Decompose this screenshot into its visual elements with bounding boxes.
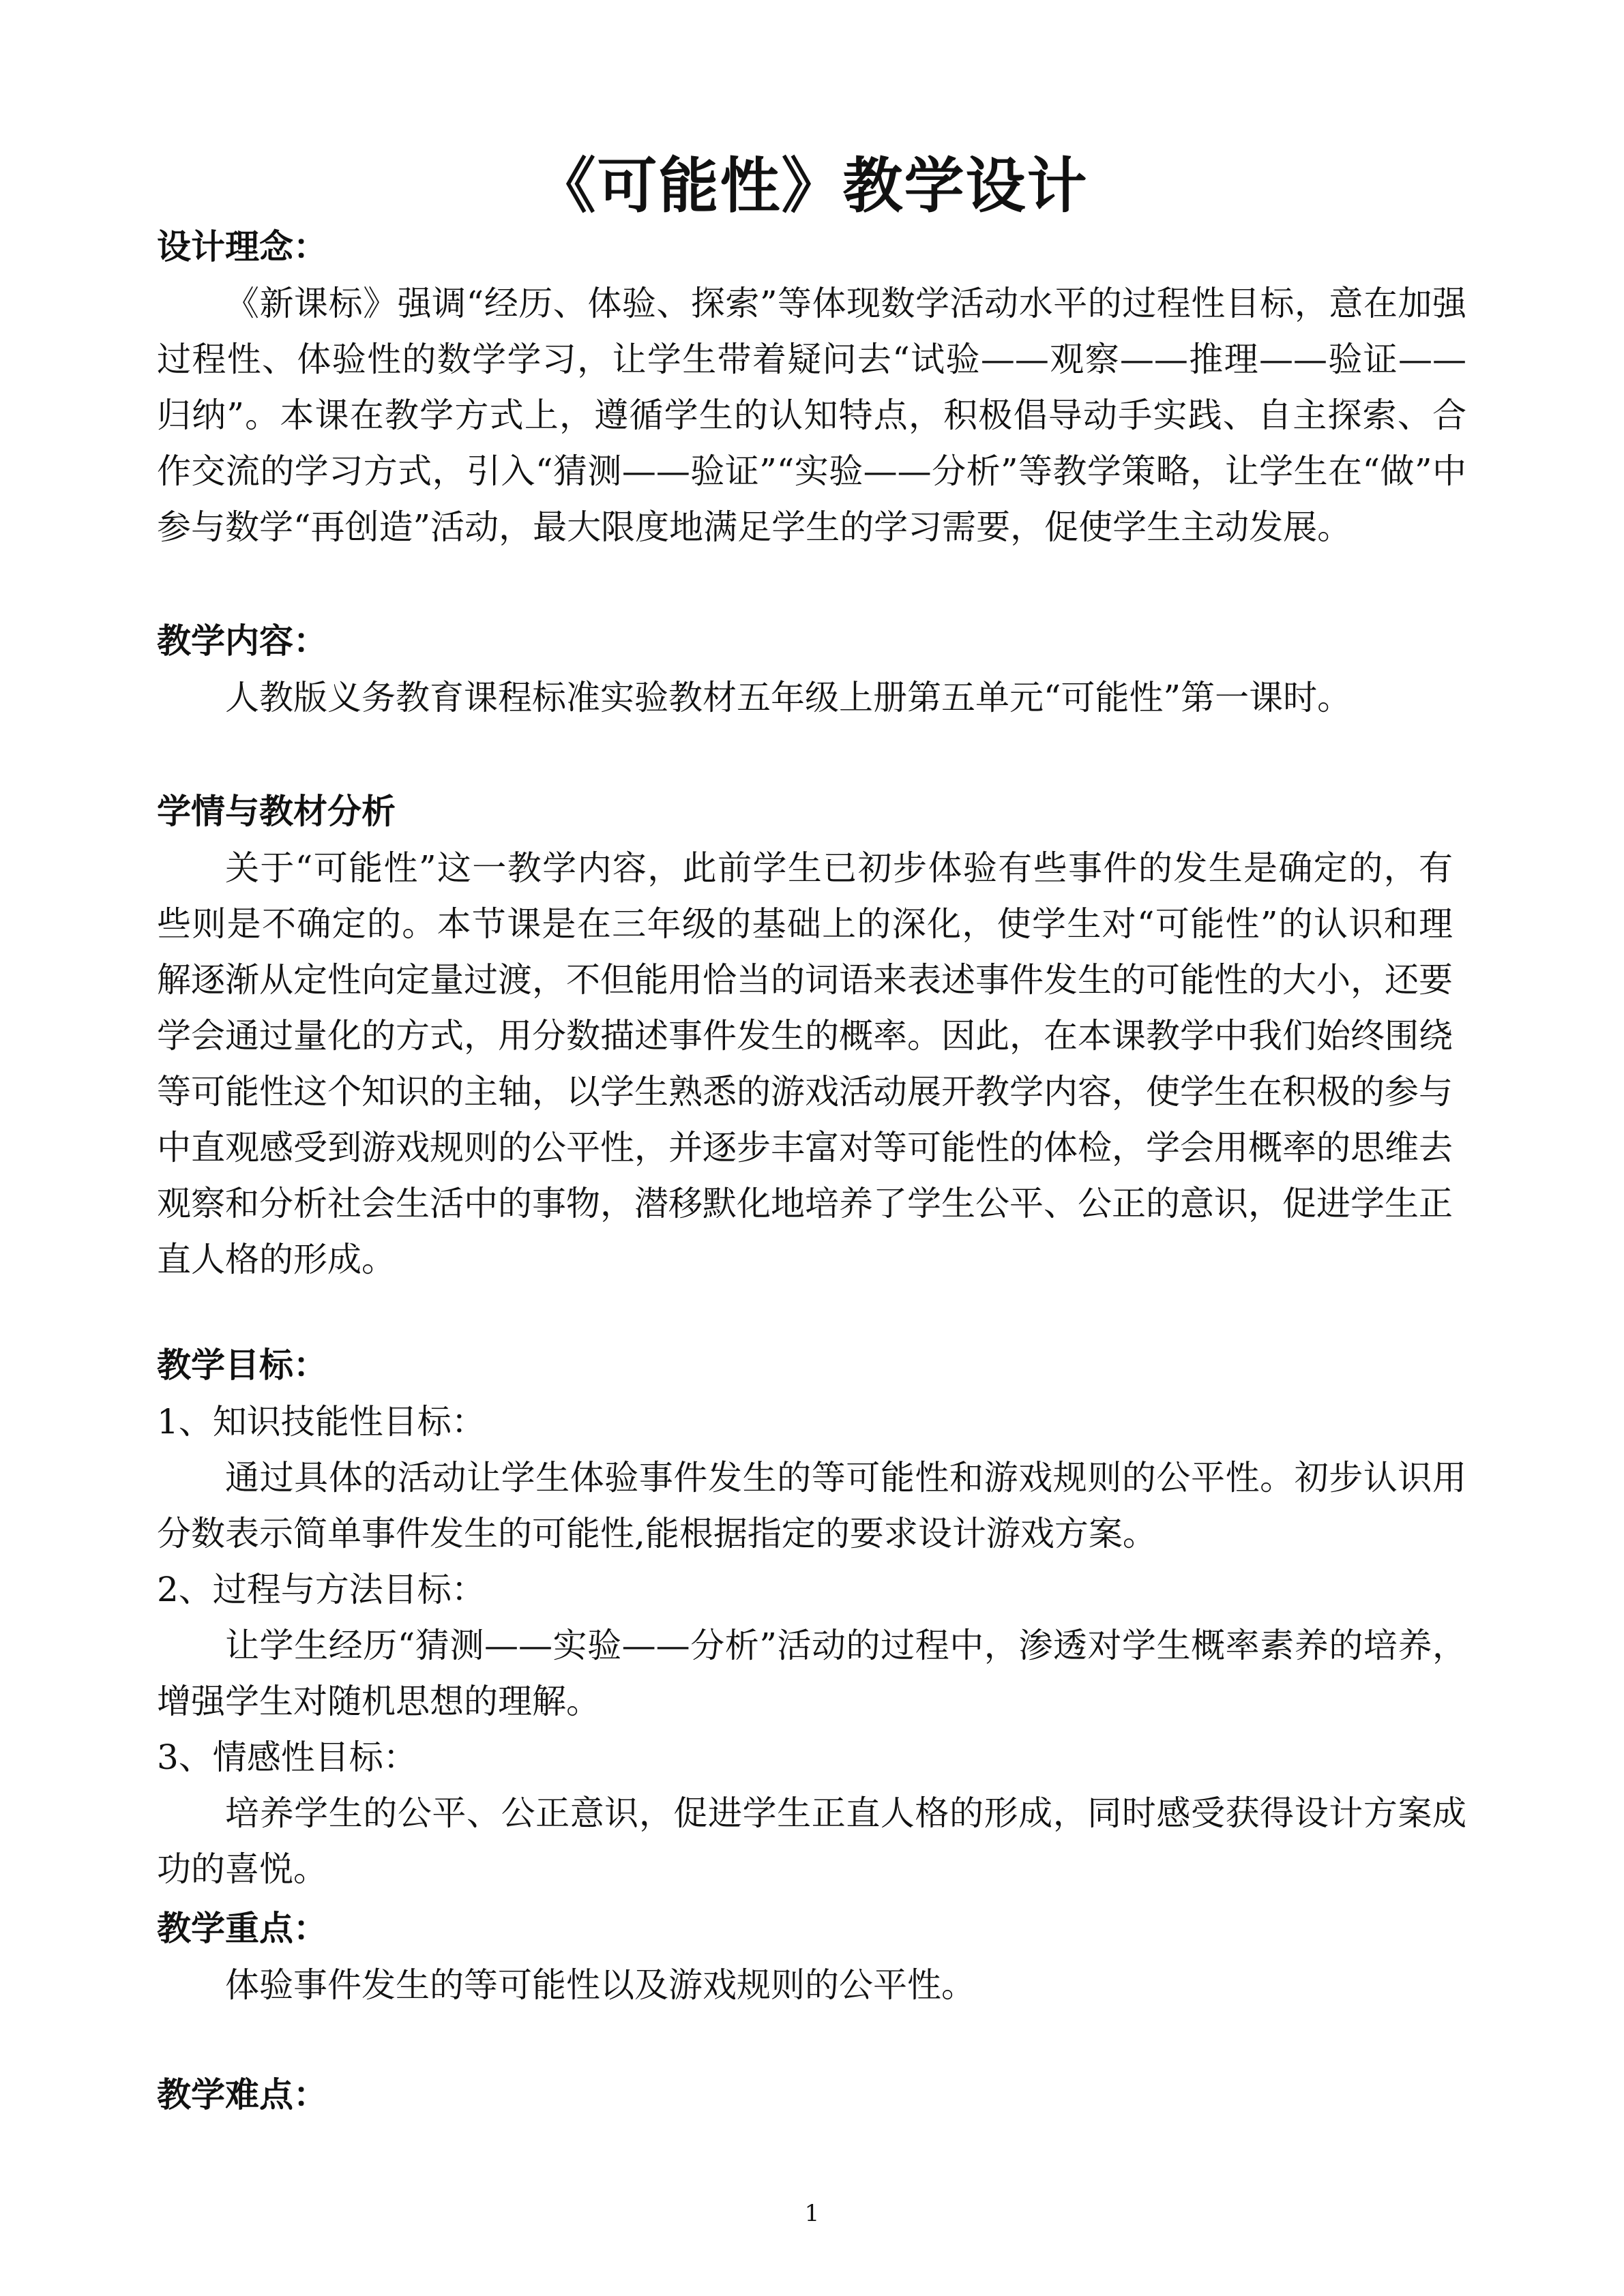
document-title: 《可能性》教学设计 xyxy=(535,151,1089,221)
paragraph-design-concept: 《新课标》强调“经历、体验、探索”等体现数学活动水平的过程性目标，意在加强过程性、体验性的数学学习，让学生带着疑问去“试验——观察——推理——验证——归纳”。本课在教学方式上，遵循学生的认知特点，积极倡导动手实践、自主探索、合作交流的学习方式，引入“猜测——验证”“实验——分析”等教学策略，让学生在“做”中参与数学“再创造”活动，最大限度地满足学生的学习需要，促使学生主动发展。 xyxy=(157,284,1466,547)
paragraph-analysis: 关于“可能性”这一教学内容，此前学生已初步体验有些事件的发生是确定的，有些则是不确定的。本节课是在三年级的基础上的深化，使学生对“可能性”的认识和理解逐渐从定性向定量过渡，不但能用恰当的词语来表述事件发生的可能性的大小，还要学会通过量化的方式，用分数描述事件发生的概率。因此，在本课教学中我们始终围绕等可能性这个知识的主轴，以学生熟悉的游戏活动展开教学内容，使学生在积极的参与中直观感受到游戏规则的公平性，并逐步丰富对等可能性的体检，学会用概率的思维去观察和分析社会生活中的事物，潜移默化地培养了学生公平、公正的意识，促进学生正直人格的形成。 xyxy=(157,848,1453,1279)
page-number: 1 xyxy=(804,2200,820,2227)
goal-label-process: 2、过程与方法目标： xyxy=(157,1570,486,1609)
section-heading-teaching-content: 教学内容： xyxy=(157,621,327,661)
section-heading-analysis: 学情与教材分析 xyxy=(157,792,396,831)
section-heading-difficulties: 教学难点： xyxy=(157,2075,327,2115)
paragraph-teaching-content: 人教版义务教育课程标准实验教材五年级上册第五单元“可能性”第一课时。 xyxy=(225,678,1352,717)
section-heading-design-concept: 设计理念： xyxy=(157,227,327,267)
paragraph-key-points: 体验事件发生的等可能性以及游戏规则的公平性。 xyxy=(225,1965,975,2005)
section-heading-key-points: 教学重点： xyxy=(157,1909,327,1948)
goal-text-process: 让学生经历“猜测——实验——分析”活动的过程中，渗透对学生概率素养的培养，增强学生对随机思想的理解。 xyxy=(157,1626,1466,1721)
goal-text-emotion: 培养学生的公平、公正意识，促进学生正直人格的形成，同时感受获得设计方案成功的喜悦。 xyxy=(157,1793,1466,1889)
goal-label-emotion: 3、情感性目标： xyxy=(157,1738,417,1777)
section-heading-teaching-goals: 教学目标： xyxy=(157,1345,327,1385)
goal-label-knowledge: 1、知识技能性目标： xyxy=(157,1402,486,1442)
goal-text-knowledge: 通过具体的活动让学生体验事件发生的等可能性和游戏规则的公平性。初步认识用分数表示简单事件发生的可能性,能根据指定的要求设计游戏方案。 xyxy=(157,1458,1466,1553)
